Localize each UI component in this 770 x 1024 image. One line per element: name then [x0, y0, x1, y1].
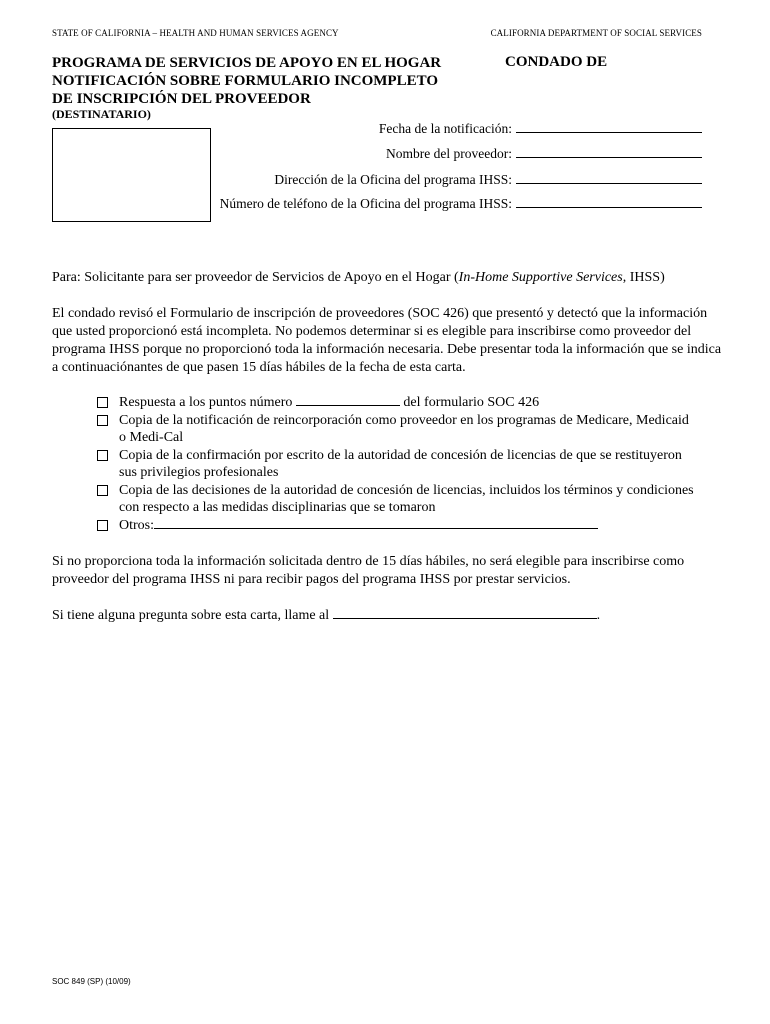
contact-prefix: Si tiene alguna pregunta sobre esta carta, llame al [52, 608, 330, 623]
title-line-3: DE INSCRIPCIÓN DEL PROVEEDOR [52, 91, 311, 107]
required-items-list [97, 394, 697, 534]
office-phone-label: Número de teléfono de la Oficina del programa IHSS: [219, 196, 512, 211]
addressee-suffix: , IHSS) [622, 270, 665, 285]
contact-phone-blank[interactable] [333, 617, 597, 619]
item4-text: Copia de las decisiones de la autoridad de concesión de licencias, incluidos los términos y condiciones con respecto a las medidas disciplinarias que se tomaron [119, 482, 694, 515]
item5-text: Otros: [119, 517, 154, 533]
body-paragraph: El condado revisó el Formulario de inscripción de proveedores (SOC 426) que presentó y detectó que la información que usted proporcionó está incompleta. No podemos determinar si es elegible para inscribirse como proveedor del programa IHSS porque no proporcionó toda la información necesaria. Debe presentar toda la información que se indica a continuaciónantes de que pasen 15 días hábiles de la fecha de esta carta. [52, 306, 722, 375]
other-blank[interactable] [154, 527, 598, 529]
provider-name-label: Nombre del proveedor: [386, 146, 512, 161]
checkbox-icon[interactable] [97, 450, 108, 461]
form-id: SOC 849 (SP) (10/09) [52, 977, 131, 986]
checkbox-icon[interactable] [97, 520, 108, 531]
document-title [52, 54, 441, 108]
recipient-label: (DESTINATARIO) [52, 107, 151, 121]
contact-line [52, 607, 722, 625]
warning-paragraph: Si no proporciona toda la información solicitada dentro de 15 días hábiles, no será elegible para inscribirse como proveedor del programa IHSS ni para recibir pagos del programa IHSS por prestar servicios. [52, 554, 685, 587]
notice-date-label: Fecha de la notificación: [378, 121, 512, 136]
contact-suffix: . [596, 608, 601, 623]
checkbox-icon[interactable] [97, 397, 108, 408]
office-phone-field [220, 196, 702, 212]
addressee-prefix: Para: Solicitante para ser proveedor de Servicios de Apoyo en el Hogar ( [52, 270, 459, 285]
item1-suffix: del formulario SOC 426 [403, 395, 540, 410]
recipient-address-box[interactable] [52, 128, 211, 222]
notice-date-blank[interactable] [516, 131, 702, 133]
list-item [97, 412, 697, 447]
office-address-field [274, 172, 702, 188]
list-item [97, 447, 697, 482]
list-item [97, 517, 697, 535]
list-item [97, 394, 697, 412]
provider-name-field [386, 146, 702, 162]
item1-prefix: Respuesta a los puntos número [119, 395, 293, 410]
county-label: CONDADO DE [505, 54, 608, 70]
checkbox-icon[interactable] [97, 415, 108, 426]
office-phone-blank[interactable] [516, 206, 702, 208]
provider-name-blank[interactable] [516, 156, 702, 158]
department-header: CALIFORNIA DEPARTMENT OF SOCIAL SERVICES [490, 28, 702, 38]
item2-text: Copia de la notificación de reincorporación como proveedor en los programas de Medicare, Medicaid o Medi-Cal [119, 412, 689, 445]
office-address-blank[interactable] [516, 182, 702, 184]
office-address-label: Dirección de la Oficina del programa IHSS: [274, 172, 512, 187]
item3-text: Copia de la confirmación por escrito de la autoridad de concesión de licencias de que se restituyeron sus privilegios profesionales [119, 447, 682, 480]
agency-header: STATE OF CALIFORNIA – HEALTH AND HUMAN SERVICES AGENCY [52, 28, 339, 38]
addressee-italic: In-Home Supportive Services [458, 270, 623, 285]
notice-date-field [379, 121, 702, 137]
checkbox-icon[interactable] [97, 485, 108, 496]
addressee-line [52, 269, 722, 287]
title-line-2: NOTIFICACIÓN SOBRE FORMULARIO INCOMPLETO [52, 73, 439, 89]
item-numbers-blank[interactable] [296, 404, 400, 406]
title-line-1: PROGRAMA DE SERVICIOS DE APOYO EN EL HOGAR [52, 55, 442, 71]
list-item [97, 482, 697, 517]
